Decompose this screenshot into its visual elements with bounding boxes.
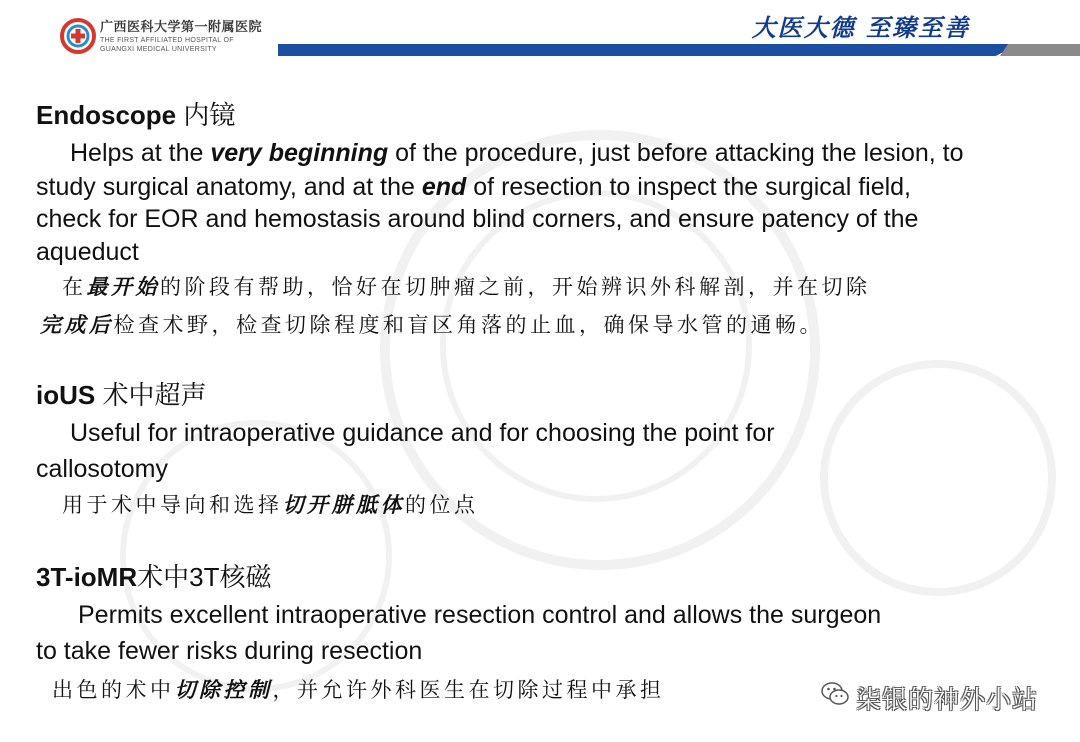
endoscope-cn-line-2 bbox=[40, 310, 824, 340]
section-title-en: ioUS bbox=[36, 380, 96, 410]
ious-cn-line-1 bbox=[62, 490, 479, 520]
ious-text-line-2: callosotomy bbox=[36, 455, 168, 483]
text-run: 的阶段有帮助，恰好在切肿瘤之前，开始辨识外科解剖，并在切除 bbox=[160, 275, 871, 299]
text-run: of resection to inspect the surgical field, bbox=[466, 173, 912, 201]
text-run: 出色的术中 bbox=[52, 678, 175, 702]
emphasis-text: very beginning bbox=[210, 139, 389, 167]
endoscope-text-line-3: check for EOR and hemostasis around blind corners, and ensure patency of the bbox=[36, 205, 919, 233]
background-ornament bbox=[440, 190, 752, 502]
section-title-cn: 内镜 bbox=[183, 100, 236, 130]
hospital-name-en bbox=[100, 36, 262, 54]
text-run: 用于术中导向和选择 bbox=[62, 493, 283, 517]
section-title-iomr bbox=[36, 562, 271, 592]
wechat-icon bbox=[820, 680, 850, 708]
iomr-text-line-2: to take fewer risks during resection bbox=[36, 637, 423, 665]
endoscope-text-line-4: aqueduct bbox=[36, 238, 139, 266]
section-title-cn: 术中超声 bbox=[102, 380, 207, 410]
emphasis-text: 完成后 bbox=[40, 312, 114, 337]
iomr-cn-line-1 bbox=[52, 675, 665, 705]
iomr-text-line-1: Permits excellent intraoperative resection control and allows the surgeon bbox=[78, 601, 882, 629]
emphasis-text: 切除控制 bbox=[174, 677, 273, 702]
hospital-name-cn: 广西医科大学第一附属医院 bbox=[100, 19, 263, 34]
emphasis-text: 切开胼胝体 bbox=[282, 492, 405, 517]
text-run: ，并允许外科医生在切除过程中承担 bbox=[272, 678, 665, 702]
header-bar-blue bbox=[278, 44, 1018, 56]
endoscope-text-line-2 bbox=[36, 172, 911, 202]
hospital-name-en-line2: GUANGXI MEDICAL UNIVERSITY bbox=[100, 46, 217, 53]
emphasis-text: end bbox=[421, 173, 467, 201]
section-title-en: Endoscope bbox=[36, 100, 177, 130]
slide-header bbox=[0, 0, 1080, 70]
ious-text-line-1: Useful for intraoperative guidance and for choosing the point for bbox=[70, 419, 775, 447]
watermark-text: 柒银的神外小站 bbox=[856, 686, 1039, 714]
text-run: study surgical anatomy, and at the bbox=[36, 173, 422, 201]
background-ornament bbox=[820, 360, 1056, 596]
endoscope-cn-line-1 bbox=[62, 272, 871, 302]
text-run: of the procedure, just before attacking the lesion, to bbox=[388, 139, 964, 167]
emphasis-text: 最开始 bbox=[86, 274, 160, 299]
endoscope-text-line-1 bbox=[70, 138, 964, 168]
text-run: 在 bbox=[62, 275, 87, 299]
hospital-logo-icon bbox=[60, 18, 96, 54]
text-run: 的位点 bbox=[405, 493, 479, 517]
section-title-en: 3T-ioMR bbox=[36, 562, 138, 592]
section-title-cn: 术中3T核磁 bbox=[137, 562, 272, 592]
header-bar-gray bbox=[1000, 44, 1080, 56]
text-run: 检查术野，检查切除程度和盲区角落的止血，确保导水管的通畅。 bbox=[113, 313, 824, 337]
hospital-name bbox=[100, 20, 262, 54]
hospital-slogan: 大医大德 至臻至善 bbox=[751, 13, 970, 42]
section-title-ious bbox=[36, 380, 206, 410]
section-title-endoscope bbox=[36, 100, 235, 130]
text-run: Helps at the bbox=[70, 139, 211, 167]
hospital-name-en-line1: THE FIRST AFFILIATED HOSPITAL OF bbox=[100, 37, 234, 44]
